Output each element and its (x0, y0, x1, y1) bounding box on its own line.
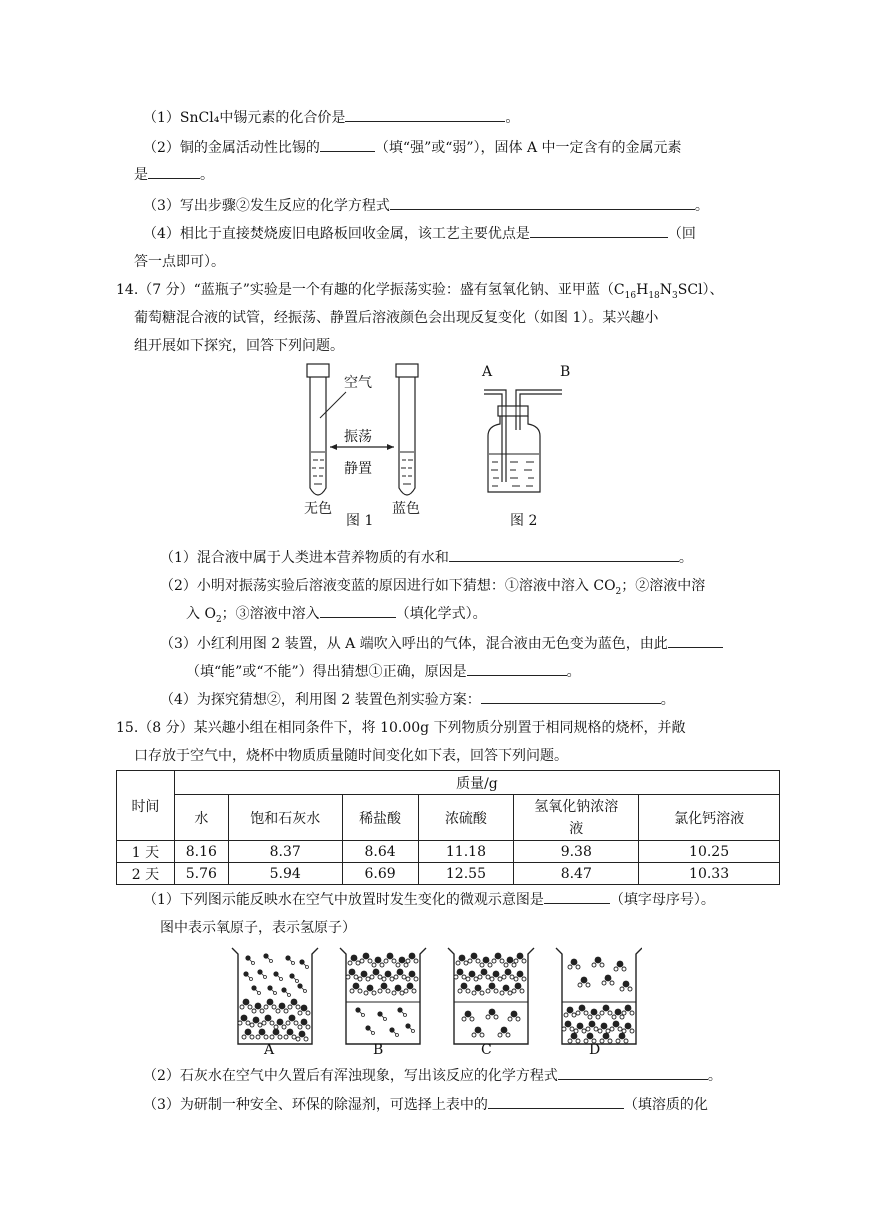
fig1-shake-label: 振荡 (344, 429, 372, 445)
answer-blank[interactable] (481, 690, 661, 704)
q15-intro-line2: 口存放于空气中，烧杯中物质质量随时间变化如下表，回答下列问题。 (134, 748, 568, 764)
q13-part4: （4）相比于直接焚烧废旧电路板回收金属，该工艺主要优点是 （回 (143, 226, 696, 242)
column-header: 饱和石灰水 (228, 795, 342, 841)
answer-blank[interactable] (488, 1095, 624, 1109)
q15-intro: 15.（8 分）某兴趣小组在相同条件下，将 10.00g 下列物质分别置于相同规格的烧杯，并敞 (116, 720, 686, 736)
answer-blank[interactable] (390, 196, 695, 210)
q15-part3: （3）为研制一种安全、环保的除湿剂，可选择上表中的 （填溶质的化 (143, 1097, 708, 1113)
beaker-b (340, 948, 426, 1044)
fig1-air-label: 空气 (344, 375, 372, 391)
q14-intro-line2: 葡萄糖混合液的试管，经振荡、静置后溶液颜色会出现反复变化（如图 1）。某兴趣小 (134, 310, 659, 326)
answer-blank[interactable] (148, 165, 200, 179)
q15-part1-cont: 图中表示氧原子，表示氢原子） (160, 920, 356, 936)
beaker-label-b: B (373, 1042, 384, 1058)
left-tube (310, 377, 326, 495)
right-tube (399, 377, 415, 495)
table-cell: 8.47 (514, 863, 639, 885)
answer-blank[interactable] (558, 1066, 708, 1080)
figure-2-gas-bottle (476, 374, 576, 504)
column-header: 氯化钙溶液 (639, 795, 780, 841)
beaker-diagrams (222, 942, 642, 1058)
column-header: 稀盐酸 (342, 795, 418, 841)
mass-header: 质量/g (174, 771, 779, 795)
time-header: 时间 (117, 771, 175, 841)
table-cell: 8.16 (174, 841, 228, 863)
beaker-a (232, 948, 318, 1044)
q14-intro-line3: 组开展如下探究，回答下列问题。 (134, 338, 344, 354)
q15-part1: （1）下列图示能反映水在空气中放置时发生变化的微观示意图是 （填字母序号）。 (143, 892, 715, 908)
table-cell: 5.94 (228, 863, 342, 885)
mass-table (116, 770, 780, 885)
q13-part1: （1）SnCl₄中锡元素的化合价是 。 (143, 110, 520, 126)
table-row (117, 841, 780, 863)
fig2-caption: 图 2 (510, 513, 538, 529)
table-header-row (117, 795, 780, 841)
table-cell: 8.37 (228, 841, 342, 863)
fig1-still-label: 静置 (344, 461, 372, 477)
q14-part2: （2）小明对振荡实验后溶液变蓝的原因进行如下猜想：①溶液中溶入 $CO_2$；②溶液中溶 (160, 578, 706, 597)
air-pointer (320, 392, 346, 418)
table-cell: 12.55 (418, 863, 514, 885)
answer-blank[interactable] (467, 662, 567, 676)
table-cell: 8.64 (342, 841, 418, 863)
answer-blank[interactable] (668, 634, 723, 648)
q14-part2-cont: 入 $O_2$；③溶液中溶入 （填化学式）。 (186, 606, 487, 625)
beaker-label-a: A (264, 1042, 275, 1058)
beaker-label-d: D (589, 1042, 601, 1058)
column-header: 氢氧化钠浓溶液 (514, 795, 639, 841)
column-header: 浓硫酸 (418, 795, 514, 841)
answer-blank[interactable] (530, 224, 668, 238)
answer-blank[interactable] (449, 548, 679, 562)
table-cell: 10.33 (639, 863, 780, 885)
row-label: 2 天 (117, 863, 175, 885)
q14-part1: （1）混合液中属于人类进本营养物质的有水和 。 (160, 550, 693, 566)
fig1-colorless-label: 无色 (304, 501, 332, 517)
q14-intro: 14.（7 分）“蓝瓶子”实验是一个有趣的化学振荡实验：盛有氢氧化钠、亚甲蓝$(C_{16}H_{18}N_3SCl)$、 (116, 282, 724, 301)
right-tube-stopper (396, 364, 418, 377)
arrow-left-head (330, 444, 337, 450)
answer-blank[interactable] (320, 604, 396, 618)
left-tube-stopper (307, 364, 329, 377)
table-cell: 10.25 (639, 841, 780, 863)
table-cell: 5.76 (174, 863, 228, 885)
q13-part3: （3）写出步骤②发生反应的化学方程式 。 (143, 198, 709, 214)
beaker-d (556, 948, 642, 1044)
fig1-blue-label: 蓝色 (392, 501, 420, 517)
answer-blank[interactable] (544, 890, 610, 904)
right-tube-liquid (400, 452, 414, 484)
table-cell: 9.38 (514, 841, 639, 863)
table-row (117, 863, 780, 885)
q15-part2: （2）石灰水在空气中久置后有浑浊现象，写出该反应的化学方程式 。 (143, 1068, 722, 1084)
table-cell: 11.18 (418, 841, 514, 863)
q13-part2-cont: 是 。 (134, 167, 214, 183)
answer-blank[interactable] (320, 138, 375, 152)
q13-part2: （2）铜的金属活动性比锡的 （填“强”或“弱”），固体 A 中一定含有的金属元素 (143, 140, 682, 156)
fig2-label-b: B (560, 364, 571, 380)
left-tube-liquid (311, 452, 325, 484)
arrow-right-head (387, 444, 394, 450)
fig1-caption: 图 1 (346, 513, 374, 529)
fig2-label-a: A (482, 364, 493, 380)
q14-part4: （4）为探究猜想②，利用图 2 装置色剂实验方案： 。 (160, 692, 675, 708)
q14-part3: （3）小红利用图 2 装置，从 A 端吹入呼出的气体，混合液由无色变为蓝色，由此 (160, 634, 723, 654)
beaker-c (448, 948, 534, 1044)
q14-part3-cont: （填“能”或“不能”）得出猜想①正确，原因是 。 (186, 664, 581, 680)
column-header: 水 (174, 795, 228, 841)
beaker-label-c: C (481, 1042, 492, 1058)
answer-blank[interactable] (345, 108, 505, 122)
q13-part4-cont: 答一点即可）。 (134, 254, 225, 270)
row-label: 1 天 (117, 841, 175, 863)
table-cell: 6.69 (342, 863, 418, 885)
